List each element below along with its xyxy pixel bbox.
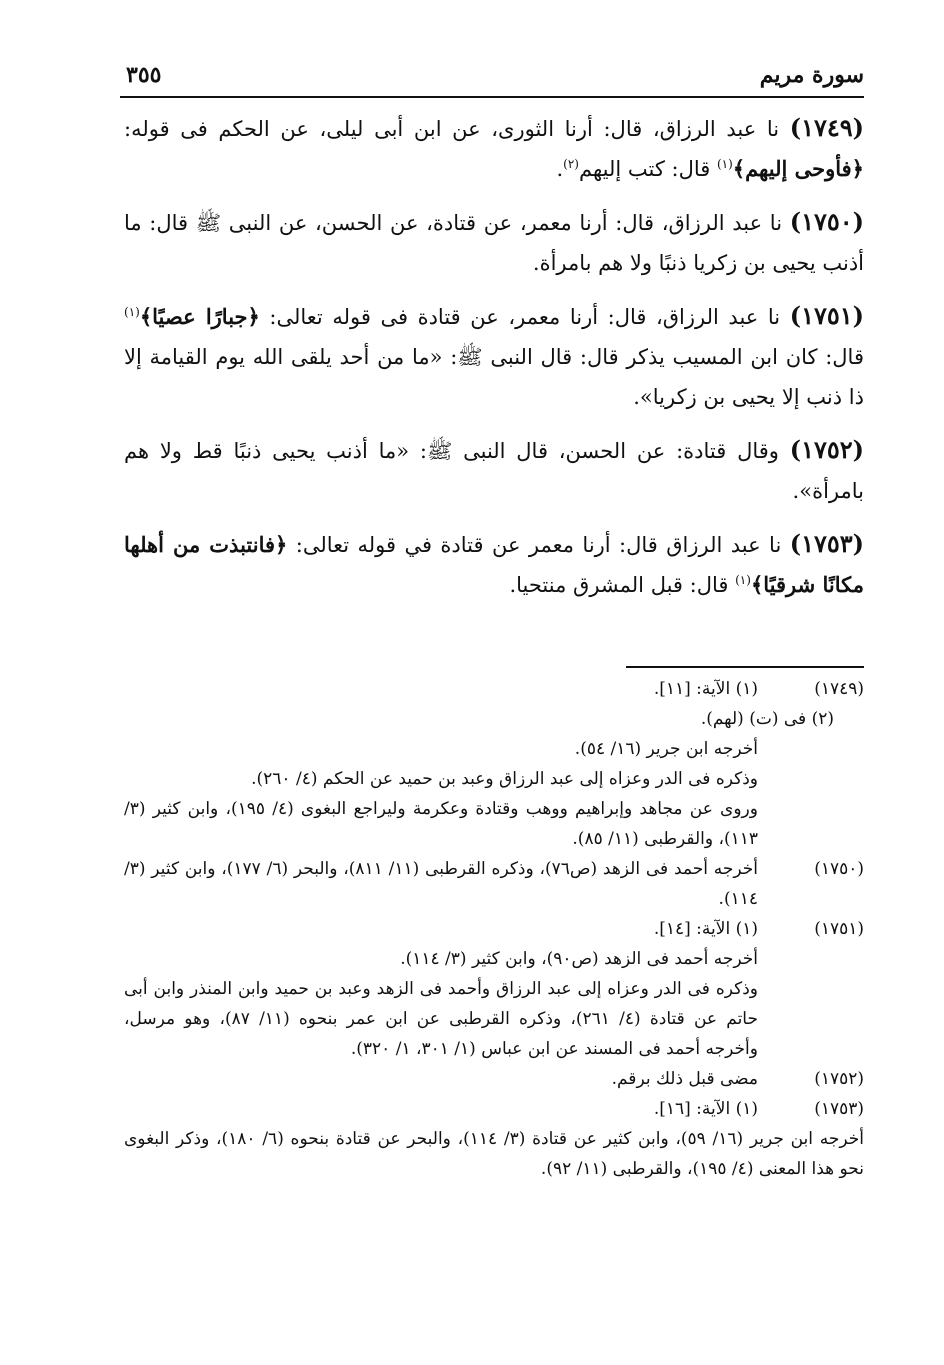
page-number: ٣٥٥ [126,62,162,88]
footnote-line: (٢) فى (ت) (لهم). [700,709,834,729]
footnote-line: (١) الآية: [١٦]. [653,1099,758,1119]
hadith-number: (١٧٥١) [789,301,864,330]
footnote-line: أخرجه أحمد فى الزهد (ص٩٠)، وابن كثير (٣/ ١١٤). [400,949,758,969]
hadith-1749 [124,108,864,189]
hadith-text: وقال قتادة: عن الحسن، قال النبى ﷺ: «ما أذنب يحيى ذنبًا قط ولا هم بامرأة». [124,439,864,503]
footnotes [124,674,864,1184]
quran-quote: ﴿جبارًا عصيًا﴾ [139,304,260,329]
footnote-rule [626,666,864,668]
footnote-line: أخرجه أحمد فى الزهد (ص٧٦)، وذكره القرطبى (١١/ ٨١١)، والبحر (٦/ ١٧٧)، وابن كثير (٣/ ١١٤). [124,859,758,909]
footnote-number: (١٧٥٢) [814,1069,864,1089]
page-header [120,56,864,96]
hadith-1750 [124,202,864,283]
quran-quote: ﴿فانتبذت من أهلها مكانًا شرقيًا﴾ [124,532,864,597]
quran-quote: ﴿فأوحى إليهم﴾ [732,156,864,181]
header-rule [120,96,864,98]
footnote-line: أخرجه ابن جرير (١٦/ ٥٤). [574,739,758,759]
footnote-1751 [124,914,864,1064]
footnote-number: (١٧٥٣) [814,1099,864,1119]
hadith-text: نا عبد الرزاق، قال: أرنا الثورى، عن ابن أبى ليلى، عن الحكم فى قوله: [124,117,780,141]
hadith-1753 [124,524,864,605]
footnote-1752 [124,1064,864,1094]
main-text [124,108,864,605]
hadith-1751 [124,296,864,417]
footnote-line: وذكره فى الدر وعزاه إلى عبد الرزاق وعبد بن حميد عن الحكم (٤/ ٢٦٠). [251,769,758,789]
hadith-text: . [556,157,564,181]
footnote-ref: (١) [735,573,751,587]
footnote-ref: (١) [124,305,140,319]
hadith-number: (١٧٥٣) [789,529,864,558]
hadith-number: (١٧٥٢) [789,435,864,464]
chapter-title: سورة مريم [759,62,864,88]
footnote-1753 [124,1094,864,1184]
footnote-number: (١٧٤٩) [814,679,864,699]
footnote-line: أخرجه ابن جرير (١٦/ ٥٩)، وابن كثير عن قتادة (٣/ ١١٤)، والبحر عن قتادة بنحوه (٦/ ١٨٠)، وذكر البغوى نحو هذا المعنى (٤/ ١٩٥)، والقرطبى (١١/ ٩٢). [124,1129,864,1179]
footnote-number: (١٧٥١) [814,919,864,939]
hadith-text: قال: قبل المشرق منتحيا. [509,573,736,597]
footnote-line: وذكره فى الدر وعزاه إلى عبد الرزاق وأحمد فى الزهد وعبد بن حميد وابن المنذر وابن أبى حاتم عن قتادة (٤/ ٢٦١)، وذكره القرطبى عن ابن عمر بنحوه (١١/ ٨٧)، وهو مرسل، وأخرجه أحمد فى المسند عن ابن عباس (١/ ٣٠١، ١/ ٣٢٠). [124,979,758,1059]
hadith-text: نا عبد الرزاق قال: أرنا معمر عن قتادة في قوله تعالى: [287,533,782,557]
footnote-line: (١) الآية: [١٤]. [653,919,758,939]
footnote-ref: (١) [716,157,733,171]
footnote-1750 [124,854,864,914]
hadith-1752 [124,430,864,511]
hadith-number: (١٧٤٩) [789,113,864,142]
footnote-line: وروى عن مجاهد وإبراهيم ووهب وقتادة وعكرمة وليراجع البغوى (٤/ ١٩٥)، وابن كثير (٣/ ١١٣)، والقرطبى (١١/ ٨٥). [124,799,758,849]
hadith-number: (١٧٥٠) [789,207,864,236]
hadith-text: قال: كان ابن المسيب يذكر قال: قال النبى ﷺ: «ما من أحد يلقى الله يوم القيامة إلا ذا ذنب إلا يحيى بن زكريا». [124,345,864,409]
footnote-1749 [124,674,864,854]
hadith-text: نا عبد الرزاق، قال: أرنا معمر، عن قتادة فى قوله تعالى: [259,305,781,329]
footnote-number: (١٧٥٠) [814,859,864,879]
hadith-text: نا عبد الرزاق، قال: أرنا معمر، عن قتادة، عن الحسن، عن النبى ﷺ قال: ما أذنب يحيى بن زكريا ذنبًا ولا هم بامرأة. [124,211,864,275]
footnote-line: (١) الآية: [١١]. [653,679,758,699]
footnote-line: مضى قبل ذلك برقم. [611,1069,758,1089]
footnote-ref: (٢) [563,157,579,171]
hadith-text: قال: كتب إليهم [578,157,717,181]
